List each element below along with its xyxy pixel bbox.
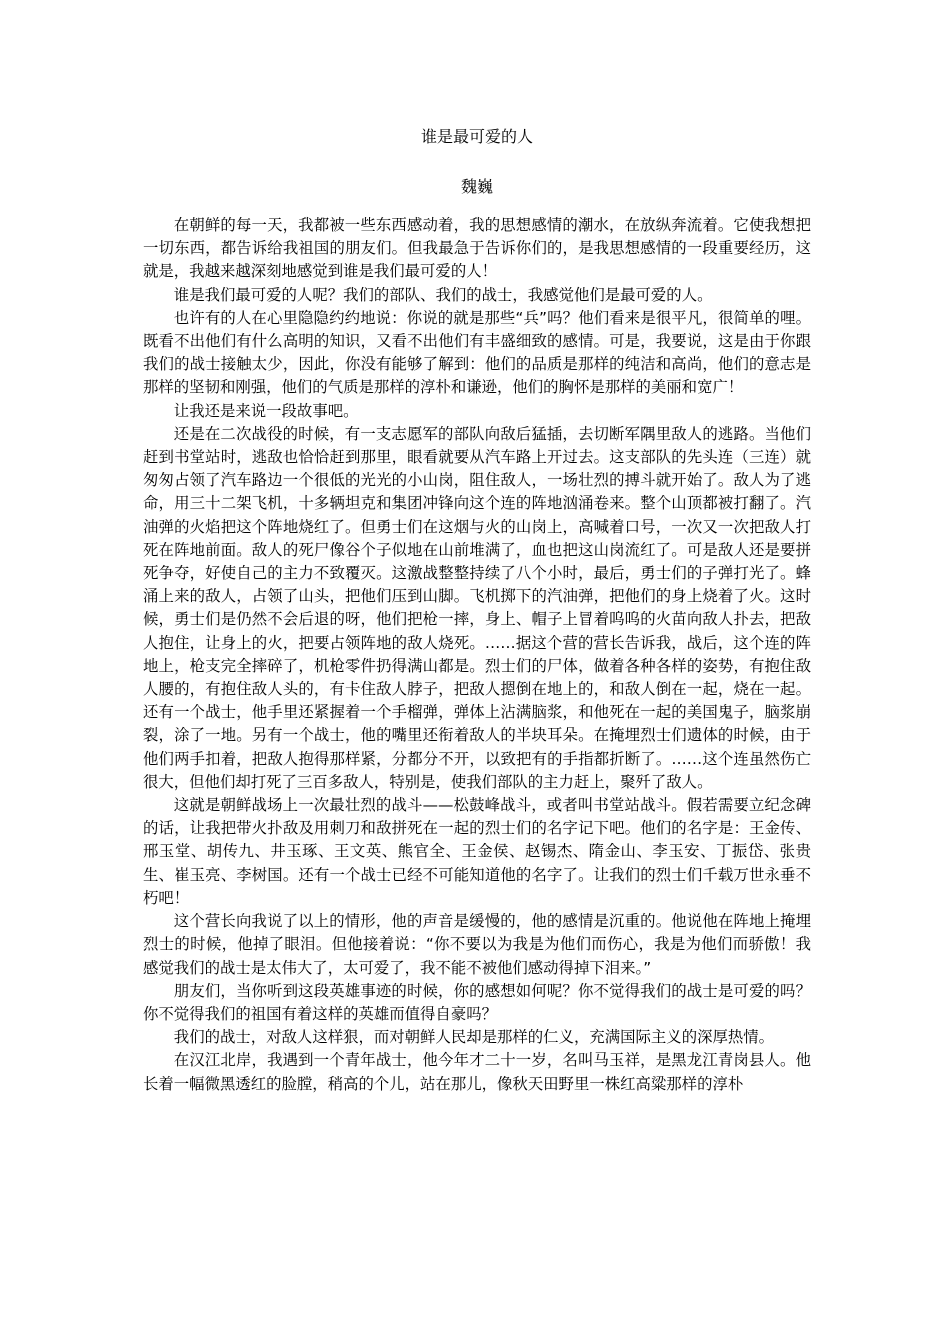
paragraph-1: 在朝鲜的每一天，我都被一些东西感动着，我的思想感情的潮水，在放纵奔流着。它使我想把一切东西，都告诉给我祖国的朋友们。但我最急于告诉你们的，是我思想感情的一段重要经历，这就是，我越来越深刻地感觉到谁是我们最可爱的人！ (143, 216, 811, 281)
document-author: 魏巍 (460, 177, 493, 196)
paragraph-8: 朋友们，当你听到这段英雄事迹的时候，你的感想如何呢？你不觉得我们的战士是可爱的吗？你不觉得我们的祖国有着这样的英雄而值得自豪吗？ (143, 981, 811, 1023)
paragraph-6: 这就是朝鲜战场上一次最壮烈的战斗——松鼓峰战斗，或者叫书堂站战斗。假若需要立纪念碑的话，让我把带火扑敌及用刺刀和敌拼死在一起的烈士们的名字记下吧。他们的名字是：王金传、邢玉堂、胡传九、井玉琢、王文英、熊官全、王金侯、赵锡杰、隋金山、李玉安、丁振岱、张贵生、崔玉亮、李树国。还有一个战士已经不可能知道他的名字了。让我们的烈士们千载万世永垂不朽吧！ (143, 796, 811, 907)
document-page (143, 122, 811, 1096)
paragraph-2: 谁是我们最可爱的人呢？我们的部队、我们的战士，我感觉他们是最可爱的人。 (173, 285, 713, 304)
paragraph-10: 在汉江北岸，我遇到一个青年战士，他今年才二十一岁，名叫马玉祥，是黑龙江青岗县人。他长着一幅微黑透红的脸膛，稍高的个儿，站在那儿，像秋天田野里一株红高粱那样的淳朴 (143, 1051, 811, 1093)
document-body (143, 214, 811, 1096)
paragraph-7: 这个营长向我说了以上的情形，他的声音是缓慢的，他的感情是沉重的。他说他在阵地上掩埋烈士的时候，他掉了眼泪。但他接着说：“你不要以为我是为他们而伤心，我是为他们而骄傲！我感觉我们的战士是太伟大了，太可爱了，我不能不被他们感动得掉下泪来。” (143, 912, 811, 977)
paragraph-4: 让我还是来说一段故事吧。 (173, 401, 359, 420)
document-title: 谁是最可爱的人 (420, 127, 533, 146)
paragraph-5: 还是在二次战役的时候，有一支志愿军的部队向敌后猛插，去切断军隅里敌人的逃路。当他们赶到书堂站时，逃敌也恰恰赶到那里，眼看就要从汽车路上开过去。这支部队的先头连（三连）就匆匆占领了汽车路边一个很低的光光的小山岗，阻住敌人，一场壮烈的搏斗就开始了。敌人为了逃命，用三十二架飞机，十多辆坦克和集团冲锋向这个连的阵地汹涌卷来。整个山顶都被打翻了。汽油弹的火焰把这个阵地烧红了。但勇士们在这烟与火的山岗上，高喊着口号，一次又一次把敌人打死在阵地前面。敌人的死尸像谷个子似地在山前堆满了，血也把这山岗流红了。可是敌人还是要拼死争夺，好使自己的主力不致覆灭。这激战整整持续了八个小时，最后，勇士们的子弹打光了。蜂涌上来的敌人，占领了山头，把他们压到山脚。飞机掷下的汽油弹，把他们的身上烧着了火。这时候，勇士们是仍然不会后退的呀，他们把枪一摔，身上、帽子上冒着呜呜的火苗向敌人扑去，把敌人抱住，让身上的火，把要占领阵地的敌人烧死。……据这个营的营长告诉我，战后，这个连的阵地上，枪支完全摔碎了，机枪零件扔得满山都是。烈士们的尸体，做着各种各样的姿势，有抱住敌人腰的，有抱住敌人头的，有卡住敌人脖子，把敌人摁倒在地上的，和敌人倒在一起，烧在一起。还有一个战士，他手里还紧握着一个手榴弹，弹体上沾满脑浆，和他死在一起的美国鬼子，脑浆崩裂，涂了一地。另有一个战士，他的嘴里还衔着敌人的半块耳朵。在掩埋烈士们遗体的时候，由于他们两手扣着，把敌人抱得那样紧，分都分不开，以致把有的手指都折断了。……这个连虽然伤亡很大，但他们却打死了三百多敌人，特别是，使我们部队的主力赶上，聚歼了敌人。 (143, 424, 811, 791)
paragraph-9: 我们的战士，对敌人这样狠，而对朝鲜人民却是那样的仁义，充满国际主义的深厚热情。 (173, 1028, 775, 1047)
paragraph-3: 也许有的人在心里隐隐约约地说：你说的就是那些“兵”吗？他们看来是很平凡，很简单的哩。既看不出他们有什么高明的知识，又看不出他们有丰盛细致的感情。可是，我要说，这是由于你跟我们的战士接触太少，因此，你没有能够了解到：他们的品质是那样的纯洁和高尚，他们的意志是那样的坚韧和刚强，他们的气质是那样的淳朴和谦逊，他们的胸怀是那样的美丽和宽广！ (143, 308, 811, 397)
